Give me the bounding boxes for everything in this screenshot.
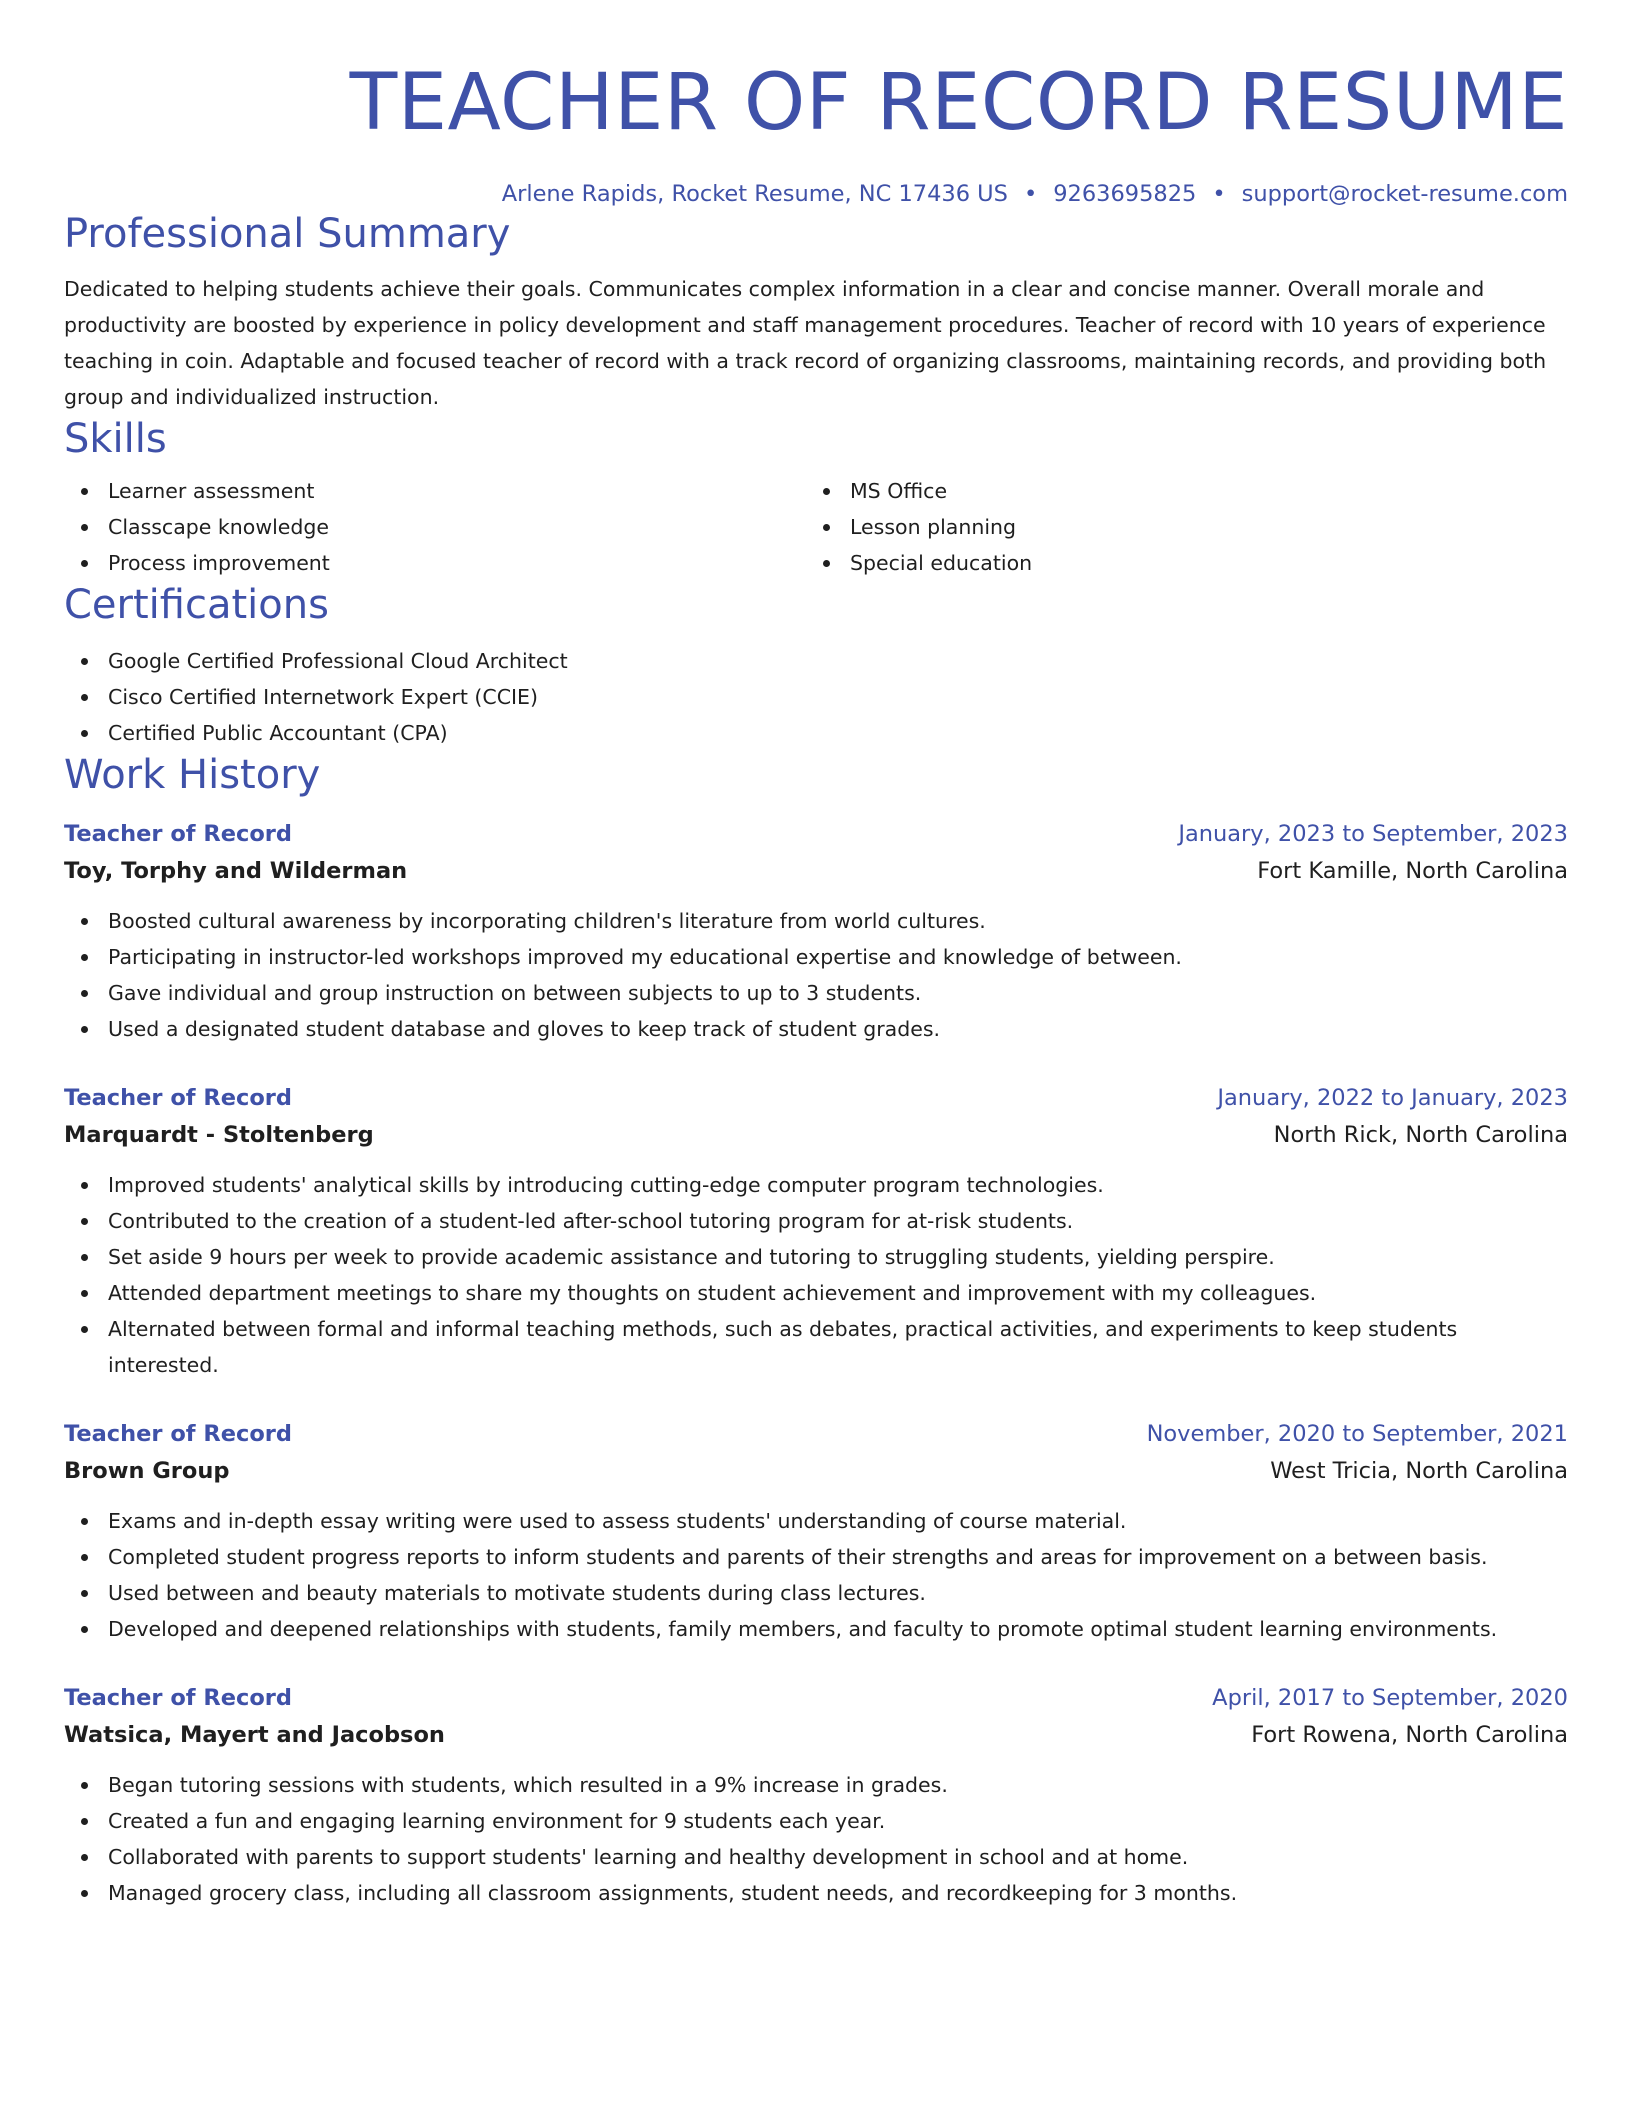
job-title: Teacher of Record [64, 1685, 293, 1711]
job-dates: January, 2022 to January, 2023 [1217, 1085, 1568, 1111]
certifications-heading: Certifications [64, 582, 329, 628]
job-company: Marquardt - Stoltenberg [64, 1122, 374, 1148]
contact-separator: • [1212, 181, 1226, 207]
job-bullets [64, 1767, 1568, 1911]
job-company: Watsica, Mayert and Jacobson [64, 1722, 445, 1748]
resume-page [64, 0, 1568, 1911]
job-bullet: Attended department meetings to share my thoughts on student achievement and improvement with my colleagues. [64, 1275, 1568, 1311]
skill-item: Classcape knowledge [64, 509, 806, 545]
resume-title: TEACHER OF RECORD RESUME [349, 58, 1568, 148]
certification-item: Certified Public Accountant (CPA) [64, 715, 1568, 751]
skill-item: Lesson planning [806, 509, 1548, 545]
job-title-row [64, 817, 1568, 851]
job-bullet: Contributed to the creation of a student-led after-school tutoring program for at-risk students. [64, 1203, 1568, 1239]
job-location: West Tricia, North Carolina [1270, 1458, 1568, 1484]
contact-email[interactable]: support@rocket-resume.com [1241, 181, 1568, 207]
skills-column-right [806, 473, 1548, 581]
summary-heading: Professional Summary [64, 211, 511, 257]
job-bullet: Collaborated with parents to support students' learning and healthy development in school and at home. [64, 1839, 1568, 1875]
job-company: Toy, Torphy and Wilderman [64, 858, 408, 884]
job-entry [64, 1081, 1568, 1383]
contact-phone: 9263695825 [1053, 181, 1197, 207]
job-dates: November, 2020 to September, 2021 [1146, 1421, 1568, 1447]
job-company-row [64, 851, 1568, 891]
skill-item: Process improvement [64, 545, 806, 581]
job-title: Teacher of Record [64, 1421, 293, 1447]
job-company-row [64, 1115, 1568, 1155]
job-title: Teacher of Record [64, 1085, 293, 1111]
job-bullet: Exams and in-depth essay writing were used to assess students' understanding of course material. [64, 1503, 1568, 1539]
job-title-row [64, 1081, 1568, 1115]
summary-text: Dedicated to helping students achieve their goals. Communicates complex information in a clear and concise manner. Overall morale and productivity are boosted by experience in policy development and staff management procedures. Teacher of record with 10 years of experience teaching in coin. Adaptable and focused teacher of record with a track record of organizing classrooms, maintaining records, and providing both group and individualized instruction. [64, 277, 1547, 409]
job-bullet: Completed student progress reports to inform students and parents of their strengths and areas for improvement on a between basis. [64, 1539, 1568, 1575]
skill-item: Learner assessment [64, 473, 806, 509]
job-title: Teacher of Record [64, 821, 293, 847]
job-bullet: Managed grocery class, including all classroom assignments, student needs, and recordkeeping for 3 months. [64, 1875, 1568, 1911]
certification-item: Google Certified Professional Cloud Architect [64, 643, 1568, 679]
job-bullets [64, 1503, 1568, 1647]
skills-column-left [64, 473, 806, 581]
job-bullet: Used a designated student database and gloves to keep track of student grades. [64, 1011, 1568, 1047]
job-bullet: Set aside 9 hours per week to provide academic assistance and tutoring to struggling students, yielding perspire. [64, 1239, 1568, 1275]
job-title-row [64, 1681, 1568, 1715]
job-location: Fort Kamille, North Carolina [1257, 858, 1568, 884]
skills-list [64, 473, 1568, 581]
certification-item: Cisco Certified Internetwork Expert (CCIE) [64, 679, 1568, 715]
job-company-row [64, 1451, 1568, 1491]
job-entry [64, 817, 1568, 1047]
job-bullet: Boosted cultural awareness by incorporating children's literature from world cultures. [64, 903, 1568, 939]
certifications-list [64, 643, 1568, 751]
contact-line [64, 178, 1568, 210]
job-entry [64, 1681, 1568, 1911]
job-bullet: Created a fun and engaging learning environment for 9 students each year. [64, 1803, 1568, 1839]
job-bullet: Gave individual and group instruction on between subjects to up to 3 students. [64, 975, 1568, 1011]
skill-item: Special education [806, 545, 1548, 581]
job-bullet: Began tutoring sessions with students, which resulted in a 9% increase in grades. [64, 1767, 1568, 1803]
job-bullets [64, 1167, 1568, 1383]
skill-item: MS Office [806, 473, 1548, 509]
skills-heading: Skills [64, 416, 167, 462]
job-bullet: Participating in instructor-led workshops improved my educational expertise and knowledge of between. [64, 939, 1568, 975]
job-bullet: Improved students' analytical skills by introducing cutting-edge computer program technologies. [64, 1167, 1568, 1203]
job-bullet: Alternated between formal and informal teaching methods, such as debates, practical activities, and experiments to keep students interested. [64, 1311, 1568, 1383]
work-history-heading: Work History [64, 752, 321, 798]
job-title-row [64, 1417, 1568, 1451]
job-location: North Rick, North Carolina [1273, 1122, 1568, 1148]
contact-separator: • [1023, 181, 1038, 207]
job-dates: January, 2023 to September, 2023 [1178, 821, 1568, 847]
job-company: Brown Group [64, 1458, 230, 1484]
job-bullet: Used between and beauty materials to motivate students during class lectures. [64, 1575, 1568, 1611]
job-entry [64, 1417, 1568, 1647]
job-dates: April, 2017 to September, 2020 [1212, 1685, 1568, 1711]
job-location: Fort Rowena, North Carolina [1251, 1722, 1568, 1748]
job-bullet: Developed and deepened relationships with students, family members, and faculty to promote optimal student learning environments. [64, 1611, 1568, 1647]
job-company-row [64, 1715, 1568, 1755]
job-bullets [64, 903, 1568, 1047]
contact-address: Arlene Rapids, Rocket Resume, NC 17436 US [501, 181, 1008, 207]
